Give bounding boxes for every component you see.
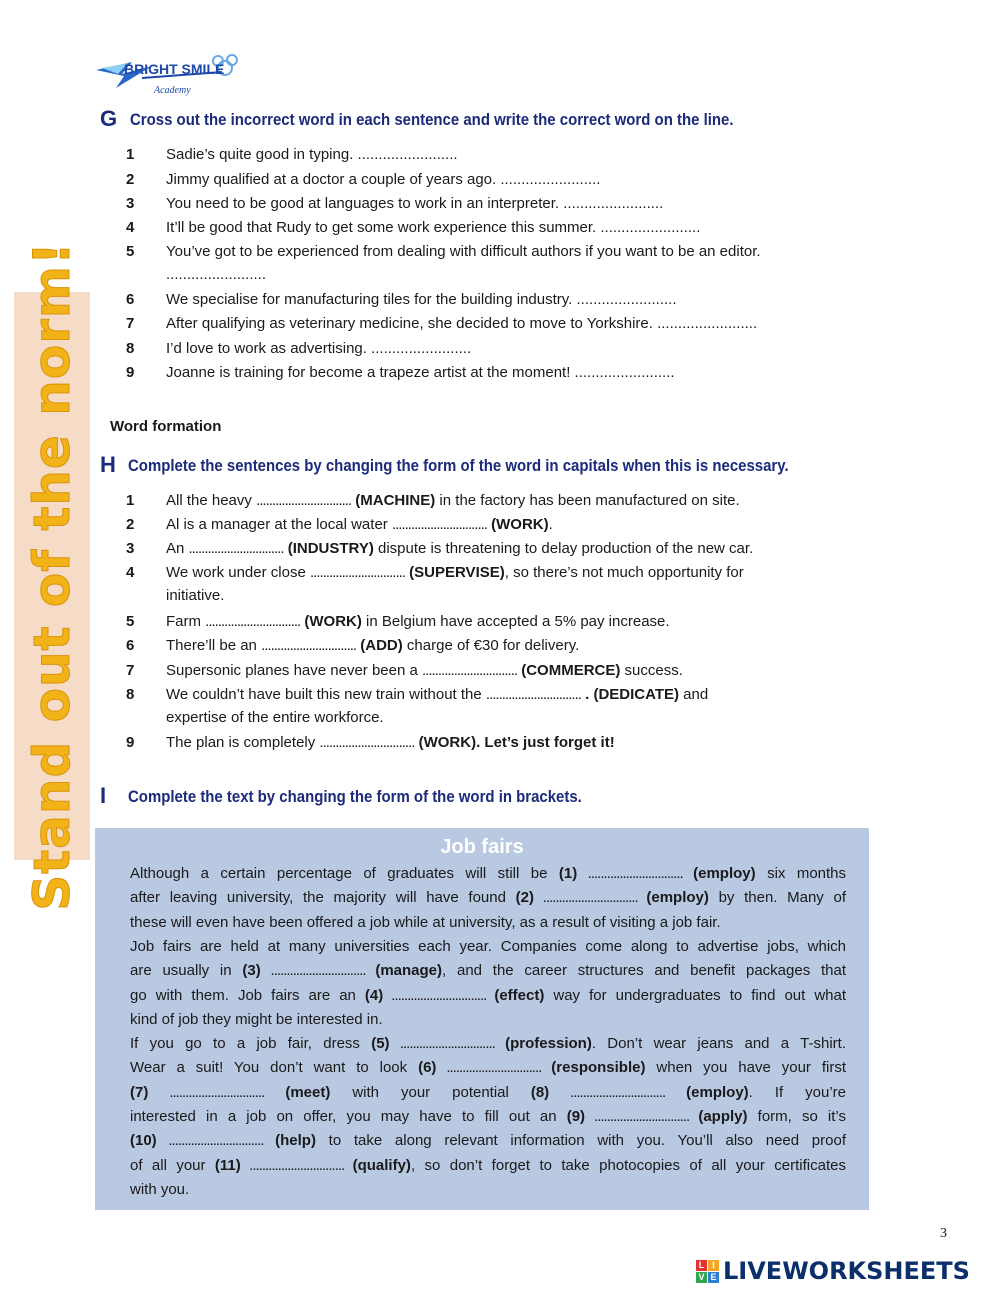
answer-blank[interactable]: .............................. xyxy=(577,865,694,882)
item-post-text: and xyxy=(679,686,709,703)
job-fairs-line xyxy=(130,1034,846,1053)
item-post-text: in the factory has been manufactured on site. xyxy=(435,492,740,509)
text-segment: six months xyxy=(755,865,847,882)
bold-segment: (8) xyxy=(530,1083,550,1101)
side-banner xyxy=(14,241,90,911)
item-text[interactable]: You’ve got to be experienced from dealing with difficult authors if you want to be an editor. xyxy=(166,243,761,260)
item-number: 2 xyxy=(126,516,135,533)
job-fairs-title: Job fairs xyxy=(440,836,524,858)
item-text[interactable]: I’d love to work as advertising. ........................ xyxy=(166,340,472,357)
job-fairs-line xyxy=(130,937,846,956)
bold-segment: (meet) xyxy=(285,1083,331,1101)
page-number: 3 xyxy=(940,1226,947,1241)
answer-blank[interactable]: .............................. xyxy=(391,516,487,533)
bold-segment: (effect) xyxy=(494,986,545,1004)
section-g-instruction: Cross out the incorrect word in each sentence and write the correct word on the line. xyxy=(130,110,734,129)
bold-segment: (qualify) xyxy=(352,1156,411,1174)
lw-grid-e: E xyxy=(708,1272,719,1283)
liveworksheets-text: LIVEWORKSHEETS xyxy=(723,1257,970,1285)
text-segment: Wear a suit! You don’t want to look xyxy=(130,1059,419,1077)
bold-segment: (1) xyxy=(558,865,578,882)
job-fairs-line xyxy=(130,913,846,932)
bold-segment: (responsible) xyxy=(551,1059,646,1077)
item-number: 4 xyxy=(126,564,135,581)
answer-blank[interactable]: .............................. xyxy=(549,1083,687,1101)
job-fairs-line xyxy=(130,864,846,883)
job-fairs-line xyxy=(130,1156,846,1175)
job-fairs-line xyxy=(130,1058,846,1077)
text-segment: by then. Many of xyxy=(708,889,846,907)
answer-blank[interactable]: .............................. xyxy=(261,637,357,654)
item-text xyxy=(166,661,683,680)
job-fairs-line xyxy=(130,1131,846,1150)
text-segment: form, so it’s xyxy=(747,1108,846,1125)
lw-grid-v: V xyxy=(696,1272,707,1283)
item-number: 3 xyxy=(126,195,135,212)
item-number: 9 xyxy=(126,364,135,381)
job-fairs-line xyxy=(130,1083,846,1102)
bold-segment: (3) xyxy=(242,962,261,980)
section-i-instruction: Complete the text by changing the form of the word in brackets. xyxy=(128,787,582,806)
bright-smile-logo xyxy=(92,48,242,104)
item-pre-text: Farm xyxy=(166,613,206,630)
answer-blank[interactable]: .............................. xyxy=(309,564,405,581)
item-text xyxy=(166,636,579,655)
text-segment: way for undergraduates to find out what xyxy=(544,986,847,1004)
cue-word: (WORK) xyxy=(491,516,549,533)
section-h-letter: H xyxy=(100,452,116,477)
text-segment: of all your xyxy=(130,1156,215,1174)
item-number: 9 xyxy=(126,734,135,751)
answer-blank[interactable]: .............................. xyxy=(148,1083,286,1101)
text-segment: with your potential xyxy=(330,1083,531,1101)
item-text xyxy=(166,612,670,631)
answer-blank[interactable]: .............................. xyxy=(156,1132,276,1150)
item-text xyxy=(166,539,753,558)
answer-blank[interactable]: .............................. xyxy=(485,686,581,703)
text-segment: are usually in xyxy=(130,962,243,980)
item-text xyxy=(166,685,708,704)
answer-blank[interactable]: .............................. xyxy=(319,734,415,751)
bold-segment: (5) xyxy=(371,1035,390,1053)
answer-blank[interactable]: .............................. xyxy=(383,986,495,1004)
text-segment: If you go to a job fair, dress xyxy=(130,1035,372,1053)
liveworksheets-grid-icon xyxy=(696,1260,719,1283)
bold-segment: (profession) xyxy=(505,1035,592,1053)
job-fairs-line xyxy=(130,888,846,907)
item-number: 3 xyxy=(126,540,135,557)
cue-word: . (DEDICATE) xyxy=(585,686,679,703)
section-g-letter: G xyxy=(100,106,118,131)
item-number: 7 xyxy=(126,662,135,679)
bold-segment: (6) xyxy=(418,1059,437,1077)
item-text[interactable]: We specialise for manufacturing tiles for the building industry. ........................ xyxy=(166,291,677,308)
answer-blank[interactable]: .............................. xyxy=(436,1059,552,1077)
item-continuation: expertise of the entire workforce. xyxy=(166,709,384,726)
job-fairs-line xyxy=(130,1010,846,1029)
liveworksheets-logo xyxy=(696,1256,970,1286)
item-text[interactable]: Sadie’s quite good in typing. ........................ xyxy=(166,146,458,163)
answer-blank[interactable]: .............................. xyxy=(585,1108,699,1125)
item-number: 5 xyxy=(126,613,135,630)
section-i-letter: I xyxy=(100,783,107,808)
bold-segment: (employ) xyxy=(646,889,709,907)
item-number: 5 xyxy=(126,243,135,260)
item-post-text: dispute is threatening to delay production of the new car. xyxy=(373,540,754,557)
answer-blank[interactable]: .............................. xyxy=(422,662,518,679)
item-text[interactable]: It’ll be good that Rudy to get some work experience this summer. ........................ xyxy=(166,219,701,236)
job-fairs-line xyxy=(130,961,846,980)
bold-segment: (2) xyxy=(515,889,534,907)
answer-blank[interactable]: .............................. xyxy=(240,1156,353,1174)
job-fairs-line xyxy=(130,1107,846,1126)
item-pre-text: We work under close xyxy=(166,564,310,581)
bold-segment: (apply) xyxy=(698,1108,748,1125)
item-number: 6 xyxy=(126,291,135,308)
cue-word: (WORK). Let’s just forget it! xyxy=(418,734,615,751)
answer-blank[interactable]: .............................. xyxy=(389,1035,506,1053)
word-formation-heading: Word formation xyxy=(110,418,222,435)
item-text[interactable]: You need to be good at languages to work in an interpreter. ........................ xyxy=(166,195,664,212)
item-text[interactable]: Joanne is training for become a trapeze artist at the moment! ........................ xyxy=(166,364,675,381)
item-post-text: , so there’s not much opportunity for xyxy=(504,564,744,581)
item-text xyxy=(166,563,744,582)
text-segment: interested in a job on offer, you may have to fill out an xyxy=(130,1108,567,1125)
cue-word: (MACHINE) xyxy=(355,492,436,509)
cue-word: (ADD) xyxy=(360,637,403,654)
cue-word: (COMMERCE) xyxy=(521,662,621,679)
answer-blank[interactable]: .............................. xyxy=(205,613,301,630)
item-post-text: charge of €30 for delivery. xyxy=(402,637,580,654)
job-fairs-box xyxy=(95,828,869,1210)
item-number: 7 xyxy=(126,315,135,332)
item-number: 1 xyxy=(126,146,135,163)
bold-segment: (4) xyxy=(364,986,384,1004)
cue-word: (WORK) xyxy=(304,613,362,630)
item-number: 8 xyxy=(126,340,135,357)
item-pre-text: Al is a manager at the local water xyxy=(166,516,392,533)
text-segment: these will even have been offered a job while at university, as a result of visiting a job fair. xyxy=(130,913,721,931)
answer-blank[interactable]: .............................. xyxy=(260,962,376,980)
item-pre-text: All the heavy xyxy=(166,492,257,509)
cue-word: (SUPERVISE) xyxy=(409,564,505,581)
text-segment: Although a certain percentage of graduates will still be xyxy=(130,865,559,882)
answer-blank[interactable]: .............................. xyxy=(533,889,647,907)
item-pre-text: There’ll be an xyxy=(166,637,262,654)
item-text xyxy=(166,515,553,534)
lw-grid-l: L xyxy=(696,1260,707,1271)
text-segment: go with them. Job fairs are an xyxy=(130,986,365,1004)
item-text[interactable]: After qualifying as veterinary medicine, she decided to move to Yorkshire. ........................ xyxy=(166,315,758,332)
lw-grid-i: I xyxy=(708,1260,719,1271)
bold-segment: (10) xyxy=(130,1132,157,1150)
item-number: 6 xyxy=(126,637,135,654)
side-banner-text: Stand out of the norm! xyxy=(23,241,81,911)
item-number: 2 xyxy=(126,171,135,188)
bold-segment: (7) xyxy=(130,1083,149,1101)
item-answer-line[interactable]: ........................ xyxy=(166,266,267,283)
text-segment: , and the career structures and benefit packages that xyxy=(442,962,846,980)
job-fairs-line xyxy=(130,1180,846,1199)
item-text xyxy=(166,733,615,752)
item-post-text: in Belgium have accepted a 5% pay increase. xyxy=(361,613,670,630)
job-fairs-line xyxy=(130,986,846,1005)
text-segment: , so don’t forget to take photocopies of all your certificates xyxy=(410,1156,846,1174)
item-number: 1 xyxy=(126,492,135,509)
item-pre-text: An xyxy=(166,540,189,557)
item-post-text: success. xyxy=(620,662,683,679)
answer-blank[interactable]: .............................. xyxy=(188,540,284,557)
text-segment: kind of job they might be interested in. xyxy=(130,1010,383,1028)
item-pre-text: The plan is completely xyxy=(166,734,320,751)
bold-segment: (manage) xyxy=(375,962,443,980)
section-h-instruction: Complete the sentences by changing the form of the word in capitals when this is necessary. xyxy=(128,456,789,475)
item-text[interactable]: Jimmy qualified at a doctor a couple of years ago. ........................ xyxy=(166,171,601,188)
bold-segment: (employ) xyxy=(693,865,756,882)
text-segment: after leaving university, the majority will have found xyxy=(130,889,516,907)
bold-segment: (11) xyxy=(214,1156,241,1174)
bold-segment: (employ) xyxy=(686,1083,749,1101)
text-segment: . If you’re xyxy=(748,1083,846,1101)
item-pre-text: We couldn’t have built this new train without the xyxy=(166,686,486,703)
bold-segment: (help) xyxy=(275,1132,316,1150)
logo-line1: BRIGHT SMILE xyxy=(124,61,225,77)
item-number: 4 xyxy=(126,219,135,236)
text-segment: Job fairs are held at many universities each year. Companies come along to advertise jobs, which xyxy=(130,937,846,955)
item-number: 8 xyxy=(126,686,135,703)
answer-blank[interactable]: .............................. xyxy=(256,492,352,509)
text-segment: to take along relevant information with you. You’ll also need proof xyxy=(315,1132,846,1150)
item-text xyxy=(166,491,740,510)
item-continuation: initiative. xyxy=(166,587,225,604)
text-segment: . Don’t wear jeans and a T-shirt. xyxy=(591,1035,846,1053)
cue-word: (INDUSTRY) xyxy=(287,540,374,557)
text-segment: with you. xyxy=(130,1180,190,1198)
item-pre-text: Supersonic planes have never been a xyxy=(166,662,423,679)
bold-segment: (9) xyxy=(566,1108,586,1125)
item-post-text: . xyxy=(548,516,553,533)
logo-line2: Academy xyxy=(154,85,191,96)
text-segment: when you have your first xyxy=(645,1059,847,1077)
